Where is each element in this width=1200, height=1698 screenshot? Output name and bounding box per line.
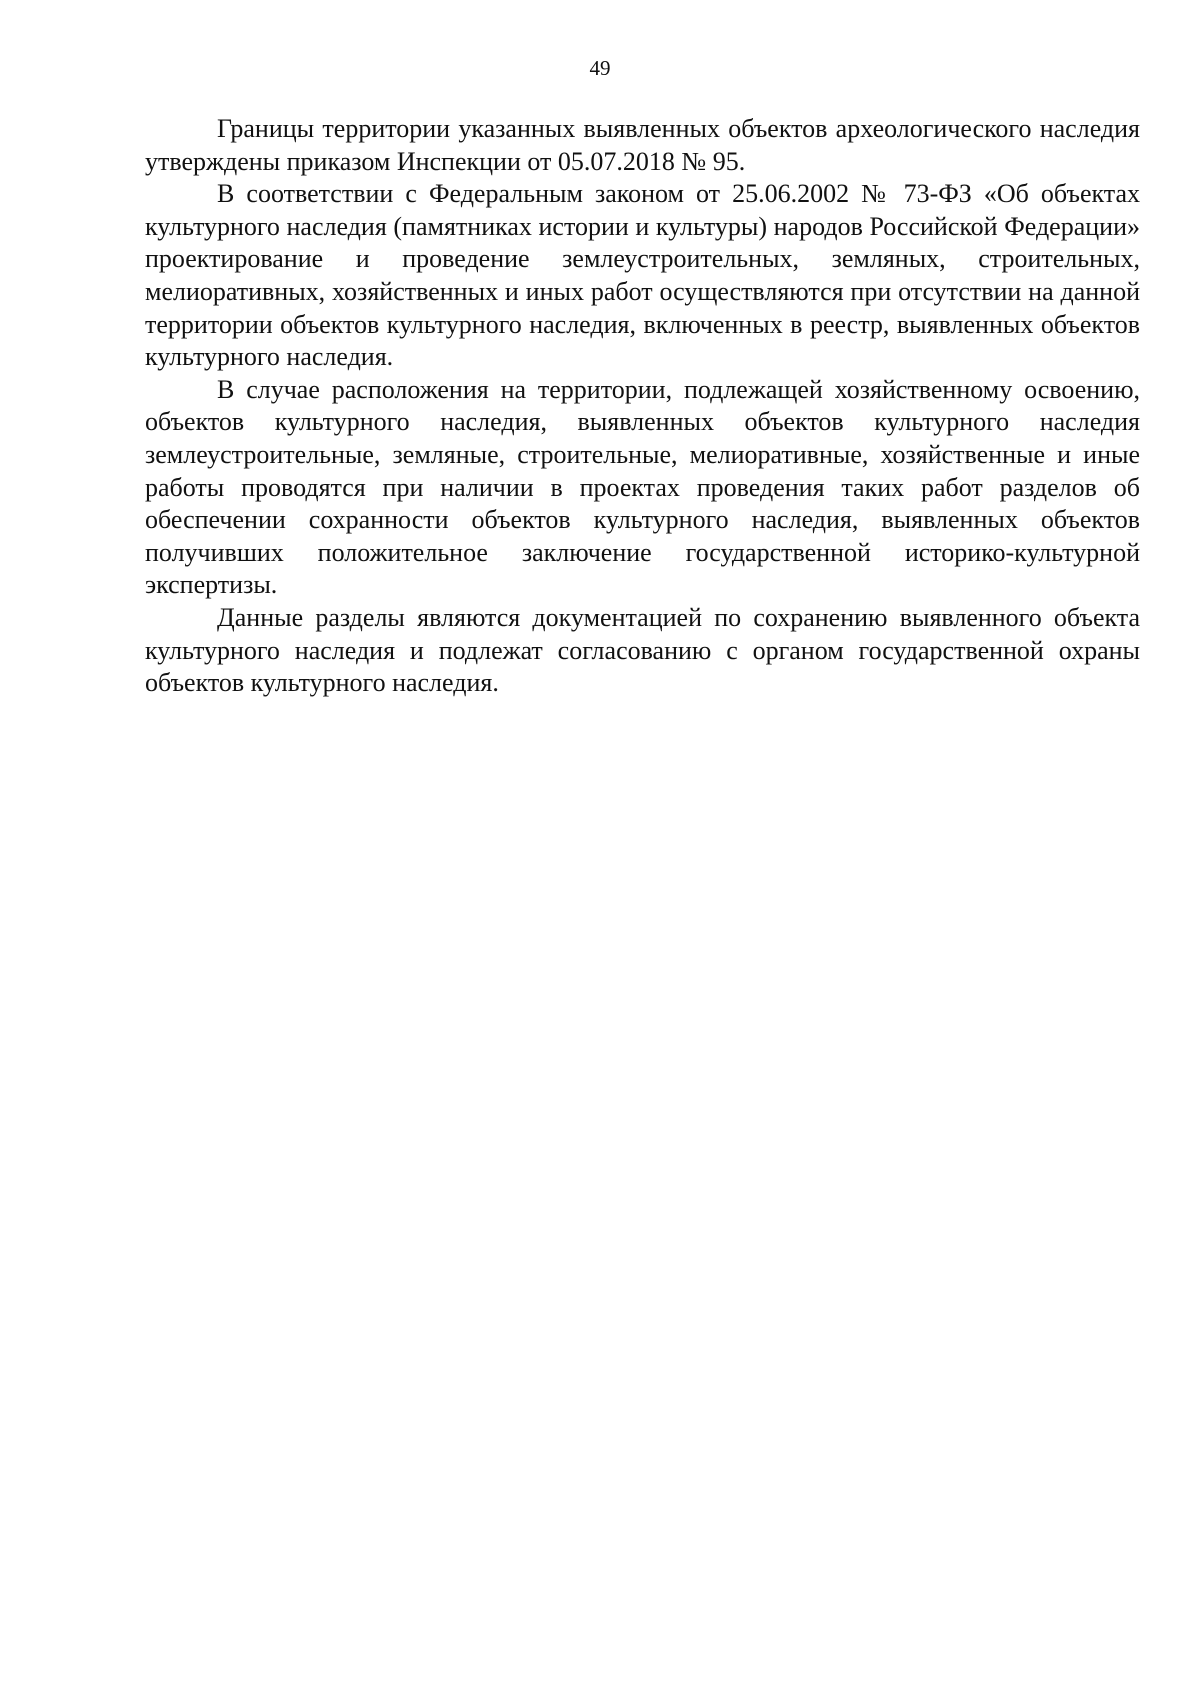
document-body <box>145 113 1140 700</box>
paragraph-federal-law: В соответствии с Федеральным законом от 25.06.2002 № 73-ФЗ «Об объектах культурного наследия (памятниках истории и культуры) народов Российской Федерации» проектирование и проведение землеустроительных, земляных, строительных, мелиоративных, хозяйственных и иных работ осуществляются при отсутствии на данной территории объектов культурного наследия, включенных в реестр, выявленных объектов культурного наследия. <box>145 179 1140 372</box>
page-number: 49 <box>589 56 611 80</box>
paragraph-works-conditions: В случае расположения на территории, подлежащей хозяйственному освоению, объектов культурного наследия, выявленных объектов культурного наследия землеустроительные, земляные, строительные, мелиоративные, хозяйственные и иные работы проводятся при наличии в проектах проведения таких работ разделов об обеспечении сохранности объектов культурного наследия, выявленных объектов получивших положительное заключение государственной историко-культурной экспертизы. <box>145 374 1140 600</box>
paragraph-boundaries: Границы территории указанных выявленных объектов археологического наследия утверждены приказом Инспекции от 05.07.2018 № 95. <box>145 114 1140 176</box>
paragraph-approval: Данные разделы являются документацией по сохранению выявленного объекта культурного наследия и подлежат согласованию с органом государственной охраны объектов культурного наследия. <box>145 602 1140 698</box>
